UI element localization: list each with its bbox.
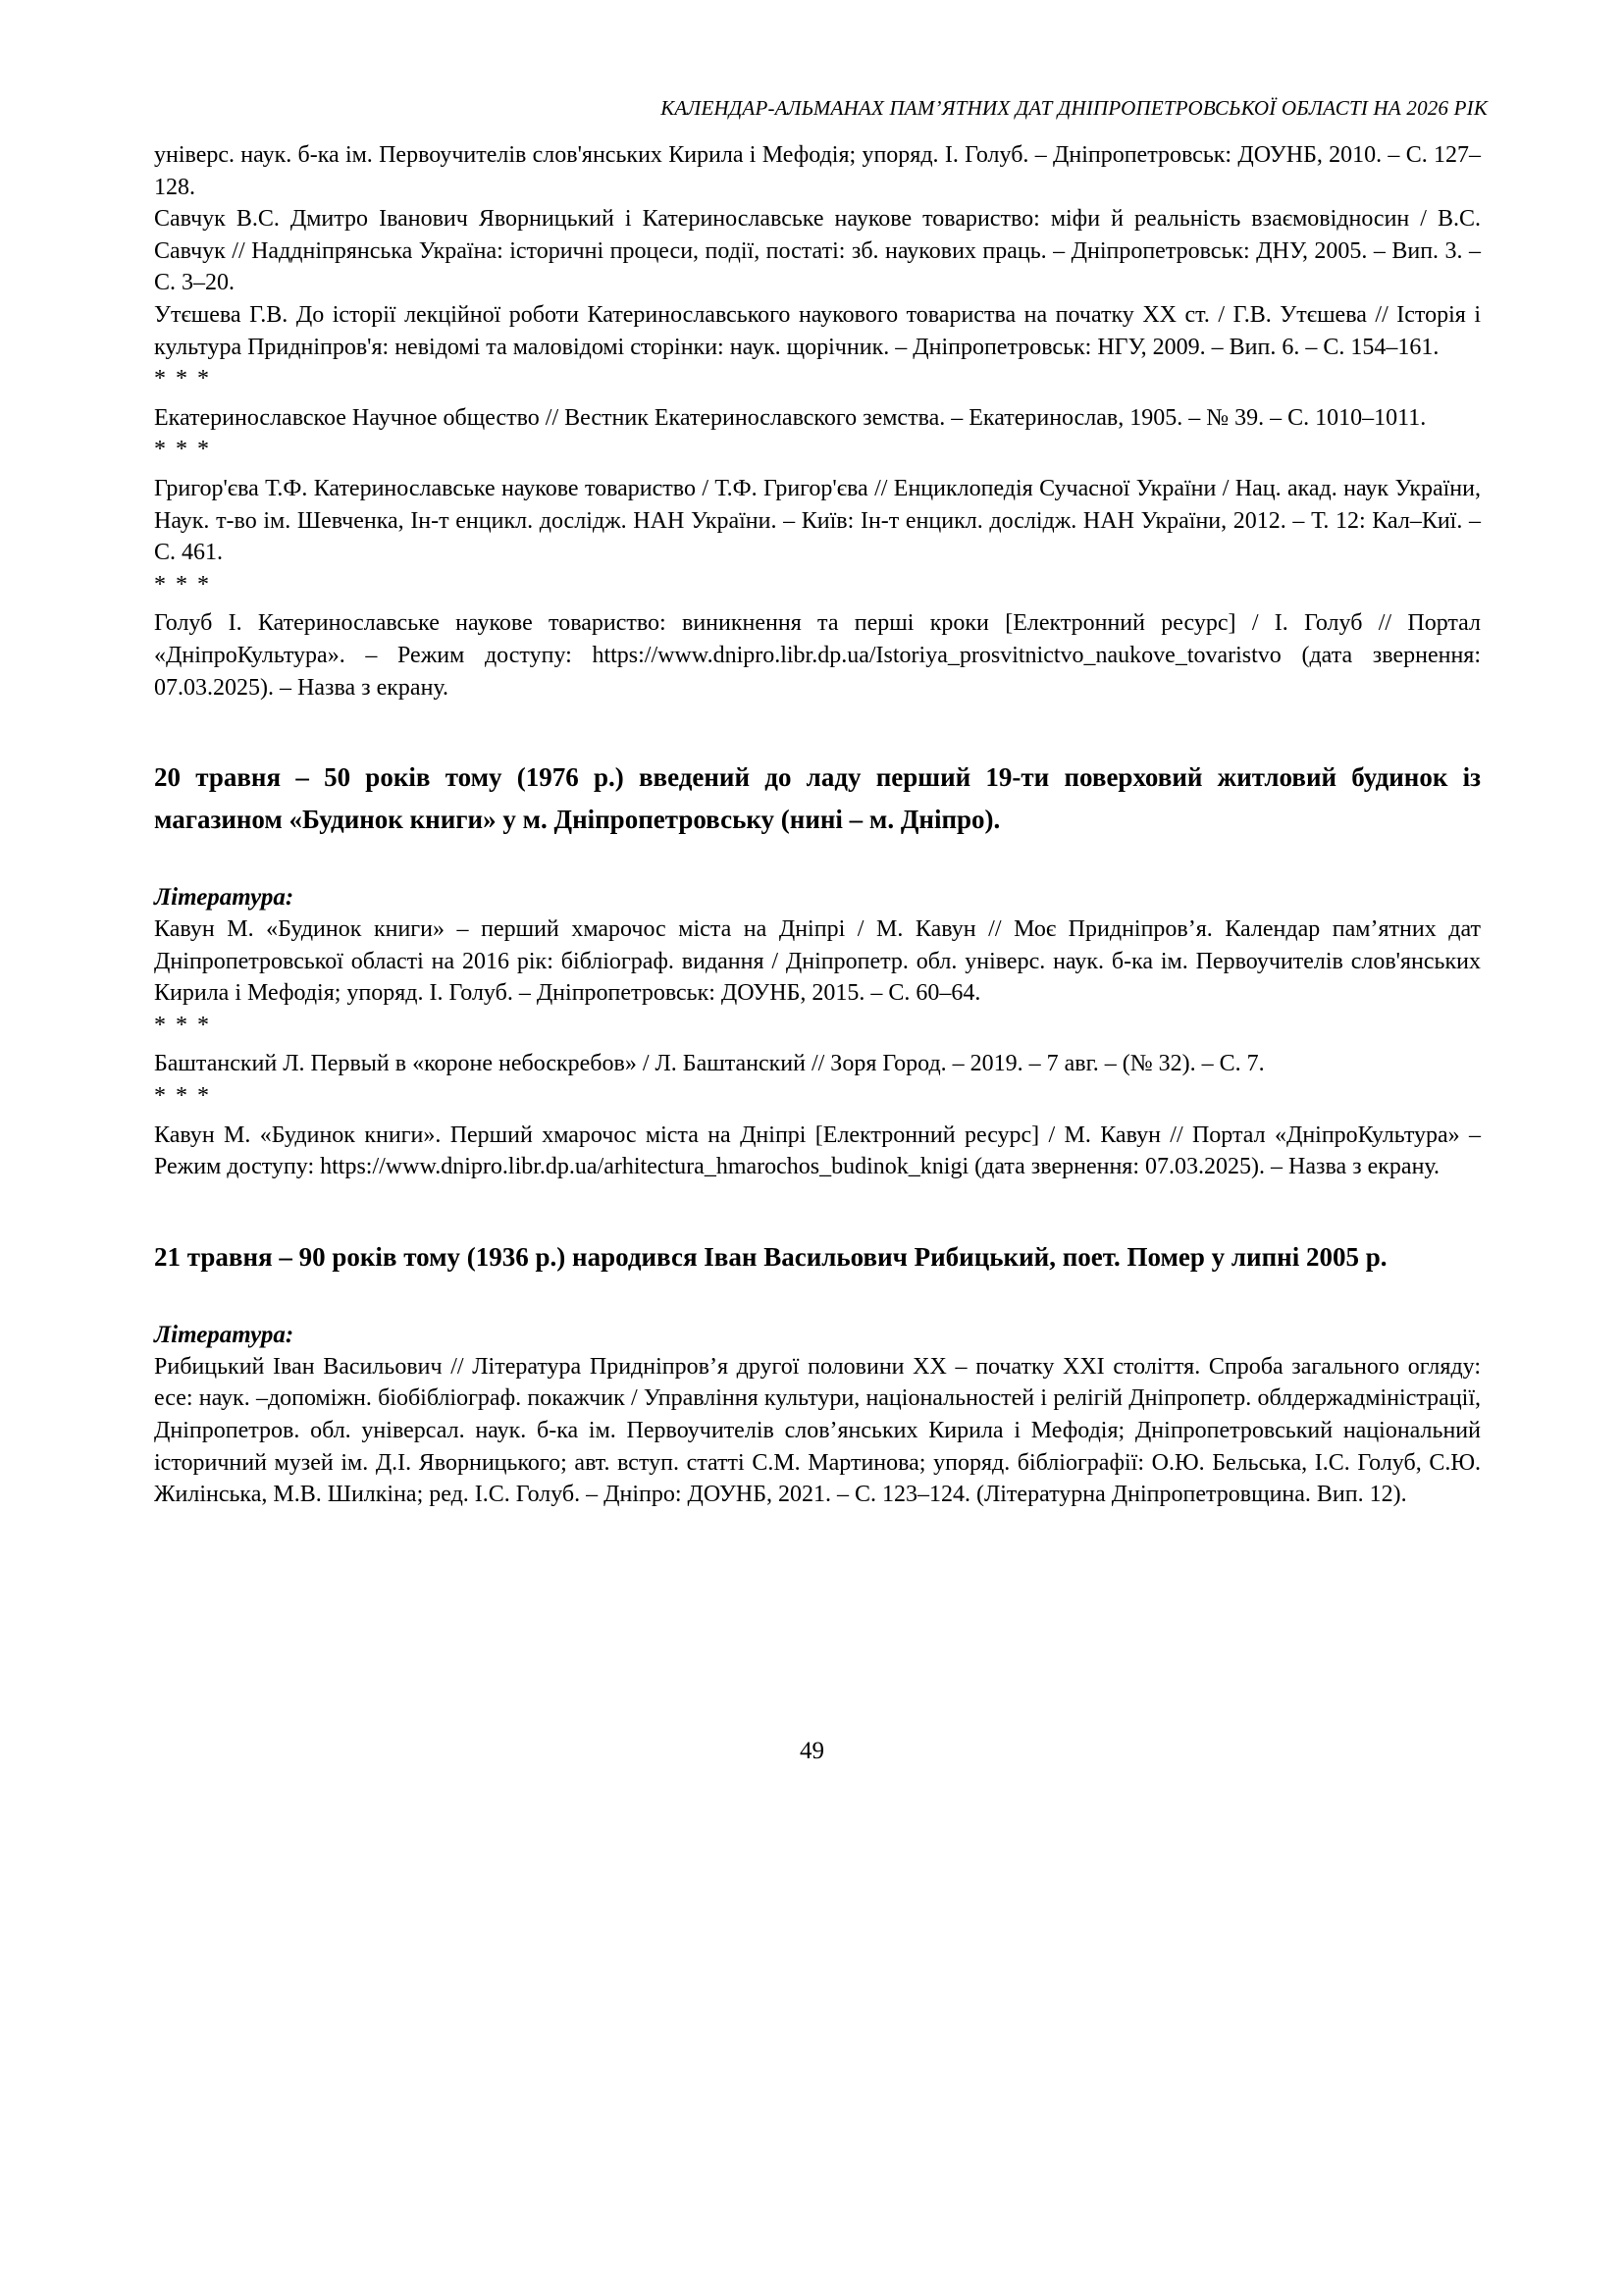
entry-separator: * * * [154,366,211,392]
entry-separator: * * * [154,1012,211,1038]
bibliography-entry: Рибицький Іван Васильович // Література Придніпров’я другої половини ХХ – початку ХХІ століття. Спроба загального огляду: есе: наук. –допоміжн. біобібліограф. покажчик / Управління культури, національностей і релігій Дніпропетр. облдержадміністрації, Дніпропетров. обл. універсал. наук. б-ка ім. Первоучителів слов’янських Кирила і Мефодія; Дніпропетровський національний історичний музей ім. Д.І. Яворницького; авт. вступ. статті С.М. Мартинова; упоряд. бібліографії: О.Ю. Бельська, І.С. Голуб, С.Ю. Жилінська, М.В. Шилкіна; ред. І.С. Голуб. – Дніпро: ДОУНБ, 2021. – С. 123–124. (Літературна Дніпропетровщина. Вип. 12). [154,1353,1481,1508]
bibliography-entry: універс. наук. б-ка ім. Первоучителів слов'янських Кирила і Мефодія; упоряд. І. Голуб. – Дніпропетровськ: ДОУНБ, 2010. – С. 127–128. [154,142,1481,200]
bibliography-entry: Утєшева Г.В. До історії лекційної роботи Катеринославського наукового товариства на початку ХХ ст. / Г.В. Утєшева // Історія і культура Придніпров'я: невідомі та маловідомі сторінки: наук. щорічник. – Дніпропетровськ: НГУ, 2009. – Вип. 6. – С. 154–161. [154,301,1481,360]
bibliography-entry: Кавун М. «Будинок книги» – перший хмарочос міста на Дніпрі / М. Кавун // Моє Придніпров’я. Календар пам’ятних дат Дніпропетровської області на 2016 рік: бібліограф. видання / Дніпропетр. обл. універс. наук. б-ка ім. Первоучителів слов'янських Кирила і Мефодія; упоряд. І. Голуб. – Дніпропетровськ: ДОУНБ, 2015. – С. 60–64. [154,916,1481,1007]
entry-separator: * * * [154,1083,211,1110]
bibliography-entry: Савчук В.С. Дмитро Іванович Яворницький і Катеринославське наукове товариство: міфи й реальність взаємовідносин / В.С. Савчук // Наддніпрянська Україна: історичні процеси, події, постаті: зб. наукових праць. – Дніпропетровськ: ДНУ, 2005. – Вип. 3. – С. 3–20. [154,206,1481,296]
bibliography-entry: Баштанский Л. Первый в «короне небоскребов» / Л. Баштанский // Зоря Город. – 2019. – 7 авг. – (№ 32). – С. 7. [154,1051,1265,1077]
literature-label: Література: [154,884,294,912]
entry-separator: * * * [154,437,211,463]
bibliography-entry: Голуб І. Катеринославське наукове товариство: виникнення та перші кроки [Електронний ресурс] / І. Голуб // Портал «ДніпроКультура». – Режим доступу: https://www.dnipro.libr.dp.ua/Istoriya_prosvitnictvo_naukove_tovaristvo (дата звернення: 07.03.2025). – Назва з екрану. [154,610,1481,701]
bibliography-entry: Кавун М. «Будинок книги». Перший хмарочос міста на Дніпрі [Електронний ресурс] / М. Кавун // Портал «ДніпроКультура» – Режим доступу: https://www.dnipro.libr.dp.ua/arhitectura_hmarochos_budinok_knigi (дата звернення: 07.03.2025). – Назва з екрану. [154,1121,1481,1180]
entry-separator: * * * [154,571,211,598]
bibliography-entry: Григор'єва Т.Ф. Катеринославське наукове товариство / Т.Ф. Григор'єва // Енциклопедія Сучасної України / Нац. акад. наук України, Наук. т-во ім. Шевченка, Ін-т енцикл. дослідж. НАН України. – Київ: Ін-т енцикл. дослідж. НАН України, 2012. – Т. 12: Кал–Киї. – С. 461. [154,475,1481,566]
section-heading: 21 травня – 90 років тому (1936 р.) народився Іван Васильович Рибицький, поет. Помер у липні 2005 р. [154,1241,1388,1272]
bibliography-entry: Екатеринославское Научное общество // Вестник Екатеринославского земства. – Екатеринослав, 1905. – № 39. – С. 1010–1011. [154,404,1427,431]
running-header: КАЛЕНДАР-АЛЬМАНАХ ПАМ’ЯТНИХ ДАТ ДНІПРОПЕТРОВСЬКОЇ ОБЛАСТІ НА 2026 РІК [660,96,1488,120]
section-heading: 20 травня – 50 років тому (1976 р.) введений до ладу перший 19-ти поверховий житловий будинок із магазином «Будинок книги» у м. Дніпропетровську (нині – м. Дніпро). [154,762,1481,835]
literature-label: Література: [154,1321,294,1348]
page-content [154,139,1481,1511]
page-number: 49 [800,1738,824,1764]
